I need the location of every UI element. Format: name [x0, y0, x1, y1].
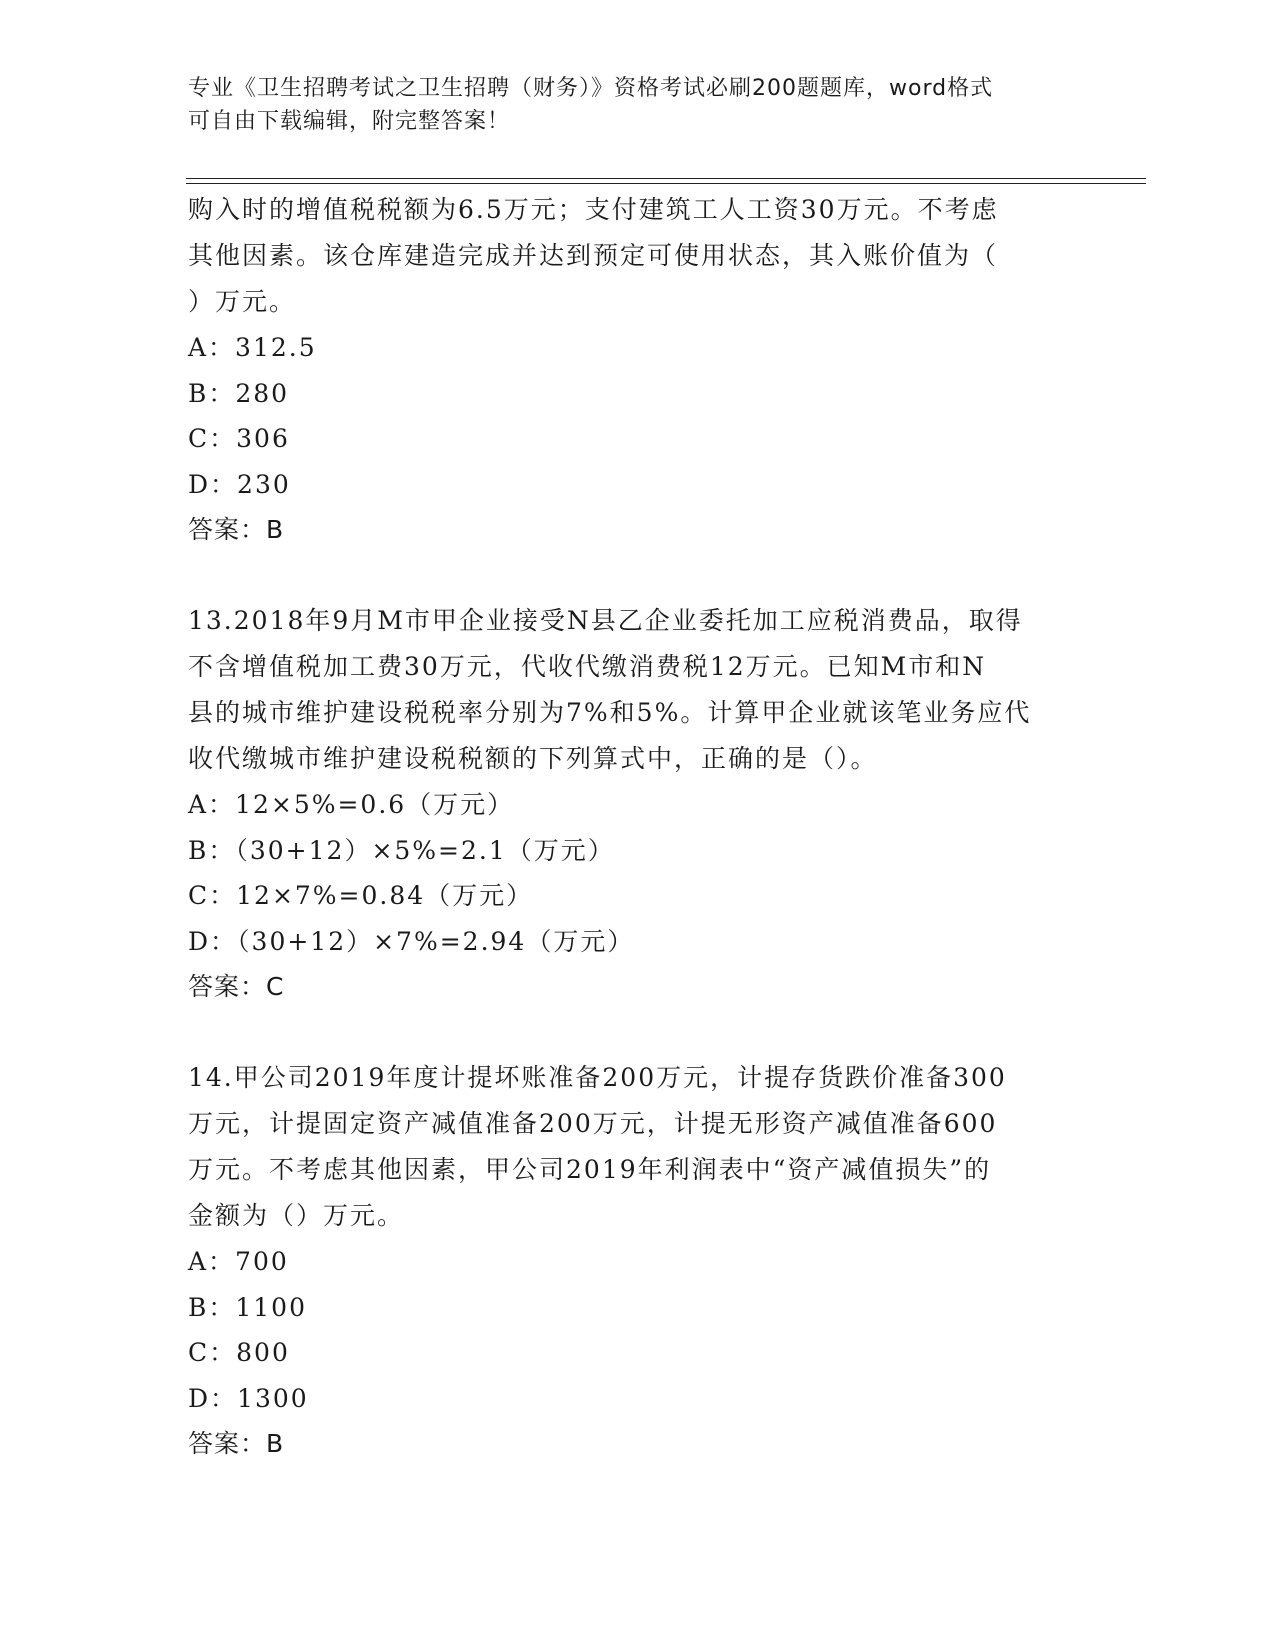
- option-d: D：（30+12）×7%=2.94（万元）: [188, 926, 635, 956]
- question-text-line: 14.甲公司2019年度计提坏账准备200万元，计提存货跌价准备300: [188, 1063, 1007, 1092]
- option-d: D：230: [188, 469, 291, 499]
- question-block: [188, 598, 1088, 1010]
- question-text-line: 购入时的增值税税额为6.5万元；支付建筑工人工资30万元。不考虑: [188, 195, 999, 224]
- answer-line: 答案：B: [188, 515, 285, 544]
- question-text-line: 其他因素。该仓库建造完成并达到预定可使用状态，其入账价值为（: [188, 241, 999, 270]
- question-block: [188, 187, 1088, 553]
- option-a: A：12×5%=0.6（万元）: [188, 790, 515, 819]
- question-text-line: 不含增值税加工费30万元，代收代缴消费税12万元。已知M市和N: [188, 652, 987, 681]
- answer-line: 答案：B: [188, 1429, 285, 1458]
- question-text-line: ）万元。: [188, 287, 297, 316]
- option-b: B：280: [188, 378, 290, 408]
- question-spacer: [188, 553, 1088, 598]
- question-text-line: 县的城市维护建设税税率分别为7%和5%。计算甲企业就该笔业务应代: [188, 698, 1032, 727]
- question-text-line: 收代缴城市维护建设税税额的下列算式中，正确的是（）。: [188, 744, 878, 773]
- option-c: C：800: [188, 1338, 290, 1367]
- option-b: B：1100: [188, 1292, 307, 1322]
- header-title-line-1: 专业《卫生招聘考试之卫生招聘（财务）》资格考试必刷200题题库，word格式: [188, 76, 994, 101]
- question-text-line: 万元，计提固定资产减值准备200万元，计提无形资产减值准备600: [188, 1109, 998, 1138]
- document-header: [188, 72, 1088, 138]
- option-d: D：1300: [188, 1383, 309, 1413]
- option-b: B：（30+12）×5%=2.1（万元）: [188, 835, 615, 865]
- option-a: A：312.5: [188, 333, 317, 362]
- question-text-line: 13.2018年9月M市甲企业接受N县乙企业委托加工应税消费品，取得: [188, 606, 1023, 635]
- header-divider-top: [186, 178, 1146, 179]
- header-divider-bottom: [186, 183, 1146, 184]
- option-c: C：12×7%=0.84（万元）: [188, 881, 534, 910]
- option-a: A：700: [188, 1247, 289, 1276]
- question-text-line: 万元。不考虑其他因素，甲公司2019年利润表中“资产减值损失”的: [188, 1155, 992, 1184]
- question-list: [188, 187, 1088, 1467]
- question-spacer: [188, 1010, 1088, 1055]
- header-title-line-2: 可自由下载编辑，附完整答案！: [188, 109, 511, 134]
- answer-line: 答案：C: [188, 972, 285, 1001]
- question-text-line: 金额为（）万元。: [188, 1201, 405, 1230]
- question-block: [188, 1055, 1088, 1467]
- option-c: C：306: [188, 424, 290, 453]
